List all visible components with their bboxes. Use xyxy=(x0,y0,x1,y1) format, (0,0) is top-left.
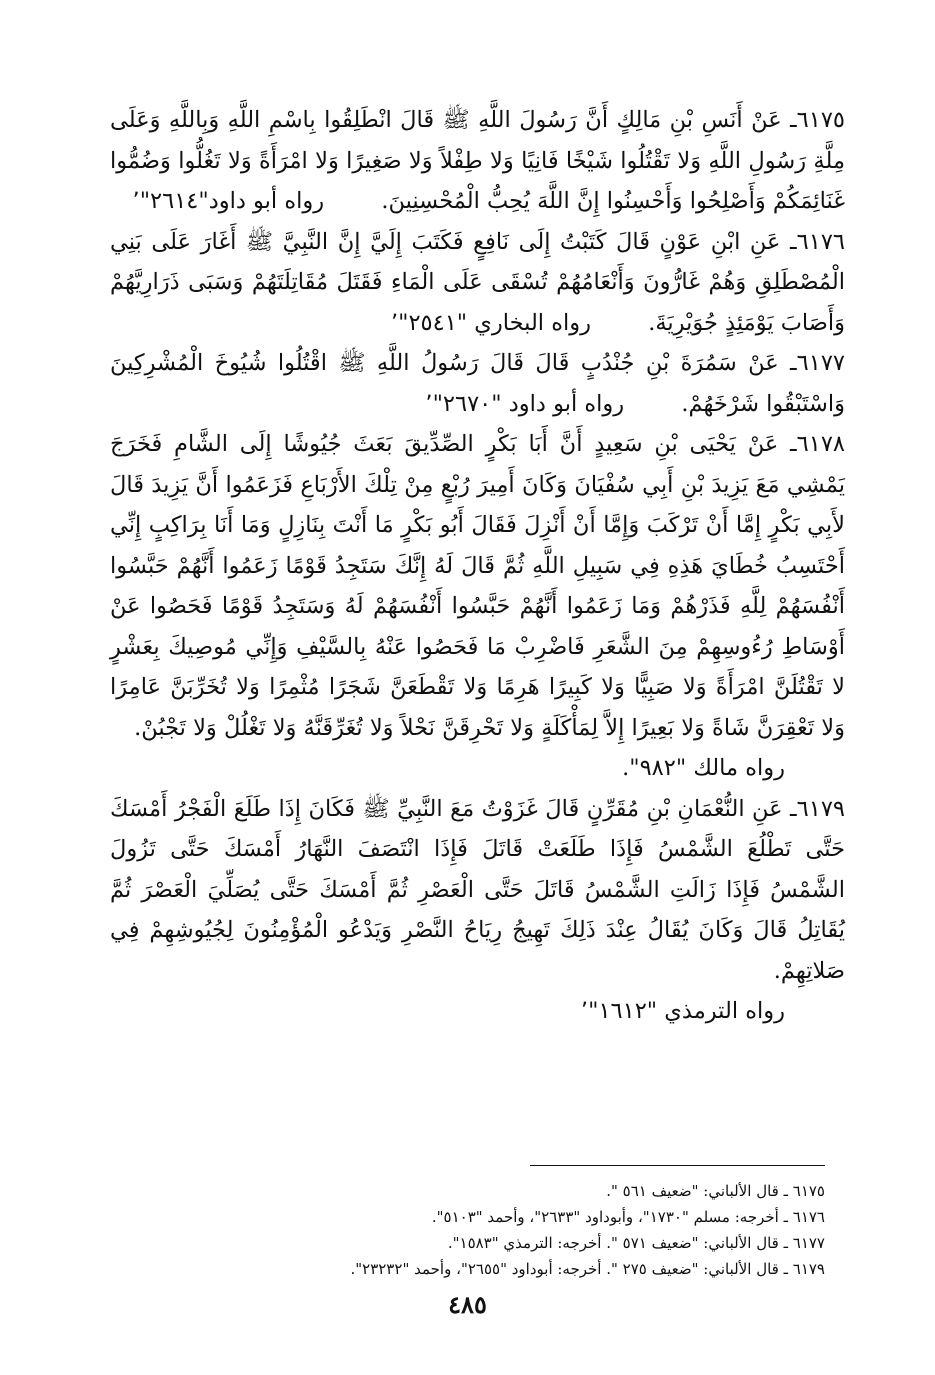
hadith-6177 xyxy=(110,343,845,424)
hadith-text: ٦١٧٥ـ عَنْ أَنَسِ بْنِ مَالِكٍ أَنَّ رَسُولَ اللَّهِ ﷺ قَالَ انْطَلِقُوا بِاسْمِ اللَّهِ وَبِاللَّهِ وَعَلَى مِلَّةِ رَسُولِ اللَّهِ وَلا تَقْتُلُوا شَيْخًا فَانِيًا وَلا طِفْلاً وَلا صَغِيرًا وَلا امْرَأَةً وَلا تَغُلُّوا وَضُمُّوا غَنَائِمَكُمْ وَأَصْلِحُوا وَأَحْسِنُوا إِنَّ اللَّهَ يُحِبُّ الْمُحْسِنِينَ. xyxy=(110,107,845,214)
hadith-source: رواه أبو داود "٢٦٧٠"٬ xyxy=(425,390,625,417)
hadith-text: ٦١٧٨ـ عَنْ يَحْيَى بْنِ سَعِيدٍ أَنَّ أَبَا بَكْرٍ الصِّدِّيقَ بَعَثَ جُيُوشًا إِلَى الشَّامِ فَخَرَجَ يَمْشِي مَعَ يَزِيدَ بْنِ أَبِي سُفْيَانَ وَكَانَ أَمِيرَ رُبْعٍ مِنْ تِلْكَ الأَرْبَاعِ فَزَعَمُوا أَنَّ يَزِيدَ قَالَ لأَبِي بَكْرٍ إِمَّا أَنْ تَرْكَبَ وَإِمَّا أَنْ أَنْزِلَ فَقَالَ أَبُو بَكْرٍ مَا أَنْتَ بِنَازِلٍ وَمَا أَنَا بِرَاكِبٍ إِنِّي أَحْتَسِبُ خُطَايَ هَذِهِ فِي سَبِيلِ اللَّهِ ثُمَّ قَالَ لَهُ إِنَّكَ سَتَجِدُ قَوْمًا زَعَمُوا أَنَّهُمْ حَبَّسُوا أَنْفُسَهُمْ لِلَّهِ فَذَرْهُمْ وَمَا زَعَمُوا أَنَّهُمْ حَبَّسُوا أَنْفُسَهُمْ لَهُ وَسَتَجِدُ قَوْمًا فَحَصُوا عَنْ أَوْسَاطِ رُءُوسِهِمْ مِنَ الشَّعَرِ فَاضْرِبْ مَا فَحَصُوا عَنْهُ بِالسَّيْفِ وَإِنِّي مُوصِيكَ بِعَشْرٍ لا تَقْتُلَنَّ امْرَأَةً وَلا صَبِيًّا وَلا كَبِيرًا هَرِمًا وَلا تَقْطَعَنَّ شَجَرًا مُثْمِرًا وَلا تُخَرِّبَنَّ عَامِرًا وَلا تَعْقِرَنَّ شَاةً وَلا بَعِيرًا إِلاَّ لِمَأْكَلَةٍ وَلا تَحْرِقَنَّ نَحْلاً وَلا تُغَرِّقَنَّهُ وَلا تَغْلُلْ وَلا تَجْبُنْ. xyxy=(110,431,845,741)
hadith-6179 xyxy=(110,789,845,992)
footnote-6175: ٦١٧٥ ـ قال الألباني: "ضعيف ٥٦١ ". xyxy=(606,1182,825,1200)
footnote-divider xyxy=(530,1165,825,1166)
hadith-6178 xyxy=(110,424,845,748)
footnote-6179: ٦١٧٩ ـ قال الألباني: "ضعيف ٢٧٥ ". أخرجه: أبوداود "٢٦٥٥"، وأحمد "٢٣٢٣٢". xyxy=(350,1260,825,1278)
hadith-6176 xyxy=(110,222,845,344)
hadith-6175 xyxy=(110,100,845,222)
hadith-text-block xyxy=(110,100,845,1032)
hadith-text: ٦١٧٦ـ عَنِ ابْنِ عَوْنٍ قَالَ كَتَبْتُ إِلَى نَافِعٍ فَكَتَبَ إِلَيَّ إِنَّ النَّبِيَّ ﷺ أَغَارَ عَلَى بَنِي الْمُصْطَلِقِ وَهُمْ غَارُّونَ وَأَنْعَامُهُمْ تُسْقَى عَلَى الْمَاءِ فَقَتَلَ مُقَاتِلَتَهُمْ وَسَبَى ذَرَارِيَّهُمْ وَأَصَابَ يَوْمَئِذٍ جُوَيْرِيَةَ. xyxy=(110,228,845,336)
hadith-source: رواه أبو داود"٢٦١٤"٬ xyxy=(132,188,325,214)
footnote-6177: ٦١٧٧ ـ قال الألباني: "ضعيف ٥٧١ ". أخرجه: الترمذي "١٥٨٣". xyxy=(447,1234,825,1252)
page-number: ٤٨٥ xyxy=(448,1290,487,1319)
hadith-text: ٦١٧٩ـ عَنِ النُّعْمَانِ بْنِ مُقَرِّنٍ قَالَ غَزَوْتُ مَعَ النَّبِيِّ ﷺ فَكَانَ إِذَا طَلَعَ الْفَجْرُ أَمْسَكَ حَتَّى تَطْلُعَ الشَّمْسُ فَإِذَا طَلَعَتْ قَاتَلَ فَإِذَا انْتَصَفَ النَّهَارُ أَمْسَكَ حَتَّى تَزُولَ الشَّمْسُ فَإِذَا زَالَتِ الشَّمْسُ قَاتَلَ حَتَّى الْعَصْرِ ثُمَّ أَمْسَكَ حَتَّى يُصَلِّيَ الْعَصْرَ ثُمَّ يُقَاتِلُ قَالَ وَكَانَ يُقَالُ عِنْدَ ذَلِكَ تَهِيجُ رِيَاحُ النَّصْرِ وَيَدْعُو الْمُؤْمِنُونَ لِجُيُوشِهِمْ فِي صَلاتِهِمْ. xyxy=(110,795,845,984)
hadith-source: رواه الترمذي "١٦١٢"٬ xyxy=(580,998,785,1024)
footnotes xyxy=(220,1178,825,1282)
footnote-6176: ٦١٧٦ ـ أخرجه: مسلم "١٧٣٠"، وأبوداود "٢٦٣٣"، وأحمد "٥١٠٣". xyxy=(431,1208,825,1226)
hadith-source: رواه مالك "٩٨٢". xyxy=(622,755,785,781)
hadith-text: ٦١٧٧ـ عَنْ سَمُرَةَ بْنِ جُنْدُبٍ قَالَ قَالَ رَسُولُ اللَّهِ ﷺ اقْتُلُوا شُيُوخَ الْمُشْرِكِينَ وَاسْتَبْقُوا شَرْخَهُمْ. xyxy=(110,350,845,417)
hadith-source: رواه البخاري "٢٥٤١"٬ xyxy=(390,309,591,336)
